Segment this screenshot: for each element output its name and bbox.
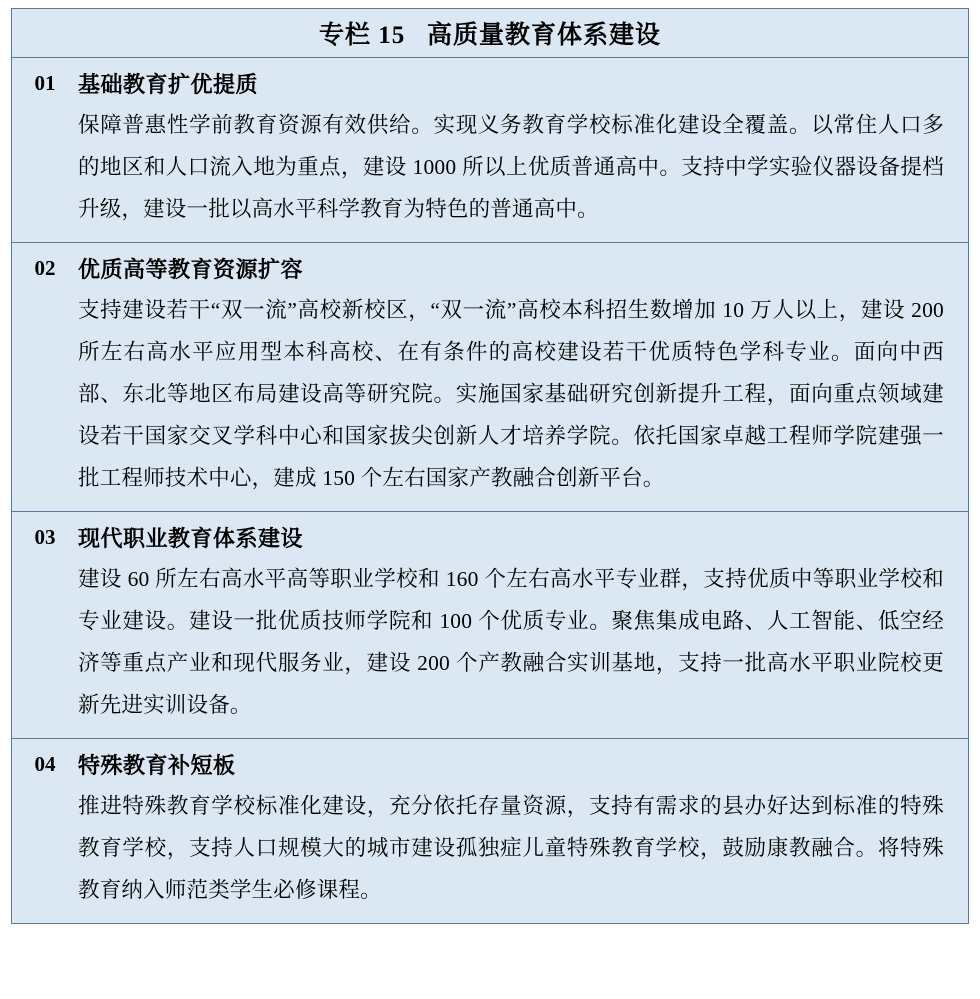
item-number: 04 bbox=[34, 752, 56, 776]
item-body: 支持建设若干“双一流”高校新校区，“双一流”高校本科招生数增加 10 万人以上，建设 200 所左右高水平应用型本科高校、在有条件的高校建设若干优质特色学科专业。面向中西部、东北等地区布局建设高等研究院。实施国家基础研究创新提升工程，面向重点领域建设若干国家交叉学科中心和国家拔尖创新人才培养学院。依托国家卓越工程师学院建强一批工程师技术中心，建成 150 个左右国家产教融合创新平台。 bbox=[78, 298, 944, 490]
box-title-row bbox=[12, 9, 968, 58]
item-content bbox=[78, 522, 968, 726]
item-content bbox=[78, 68, 968, 230]
item-number: 03 bbox=[34, 525, 56, 549]
feature-box bbox=[11, 8, 969, 924]
item-content bbox=[78, 749, 968, 911]
item-number: 02 bbox=[34, 256, 56, 280]
item-heading: 基础教育扩优提质 bbox=[78, 72, 259, 97]
item-content bbox=[78, 253, 968, 499]
list-item bbox=[12, 739, 968, 923]
box-title: 专栏 15 高质量教育体系建设 bbox=[318, 22, 661, 49]
list-item bbox=[12, 512, 968, 739]
item-body: 推进特殊教育学校标准化建设，充分依托存量资源，支持有需求的县办好达到标准的特殊教育学校，支持人口规模大的城市建设孤独症儿童特殊教育学校，鼓励康教融合。将特殊教育纳入师范类学生必修课程。 bbox=[78, 794, 944, 902]
list-item bbox=[12, 58, 968, 243]
item-body: 建设 60 所左右高水平高等职业学校和 160 个左右高水平专业群，支持优质中等职业学校和专业建设。建设一批优质技师学院和 100 个优质专业。聚焦集成电路、人工智能、低空经济等重点产业和现代服务业，建设 200 个产教融合实训基地，支持一批高水平职业院校更新先进实训设备。 bbox=[78, 567, 944, 717]
item-heading: 现代职业教育体系建设 bbox=[78, 526, 304, 551]
item-heading: 优质高等教育资源扩容 bbox=[78, 257, 304, 282]
item-heading: 特殊教育补短板 bbox=[78, 753, 236, 778]
list-item bbox=[12, 243, 968, 512]
item-number: 01 bbox=[34, 71, 56, 95]
item-body: 保障普惠性学前教育资源有效供给。实现义务教育学校标准化建设全覆盖。以常住人口多的地区和人口流入地为重点，建设 1000 所以上优质普通高中。支持中学实验仪器设备提档升级，建设一批以高水平科学教育为特色的普通高中。 bbox=[78, 113, 944, 221]
